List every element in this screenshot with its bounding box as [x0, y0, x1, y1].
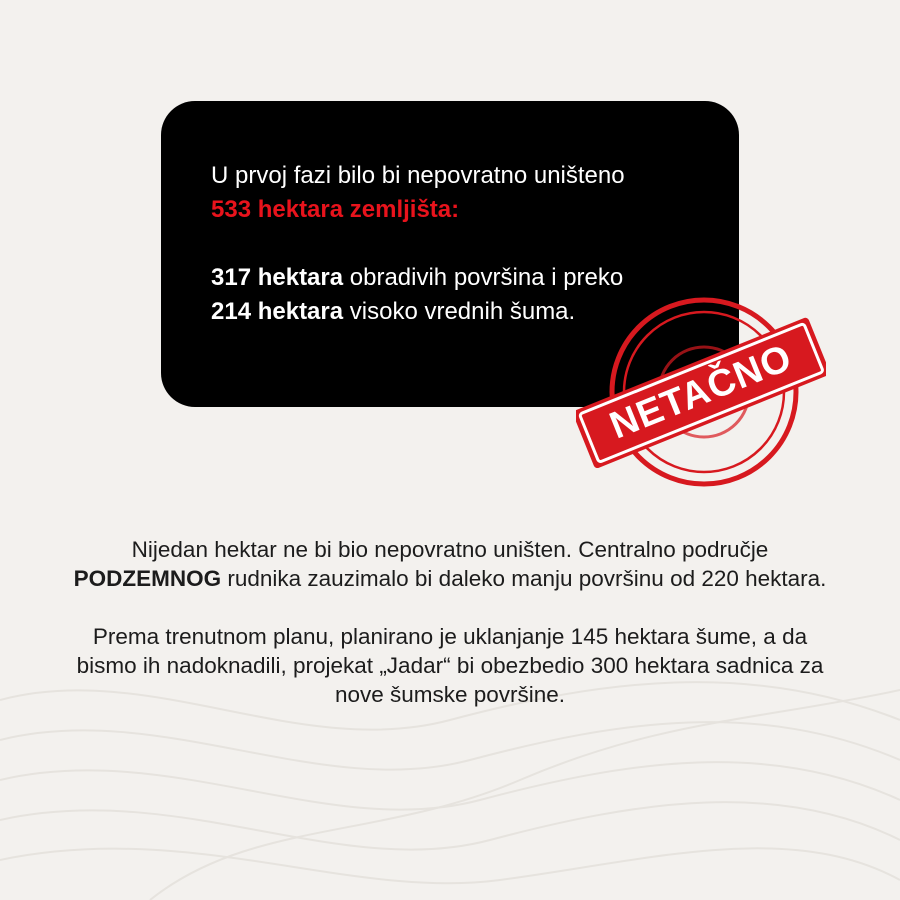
response-paragraph-2: Prema trenutnom planu, planirano je uklanjanje 145 hektara šume, a da bismo ih nadoknadili, projekat „Jadar“ bi obezbedio 300 hektara sadnica za nove šumske površine. — [76, 624, 824, 707]
claim-spacer — [211, 227, 721, 261]
stamp-label: NETAČNO — [603, 336, 798, 447]
claim-line-3-rest: obradivih površina i preko — [343, 264, 624, 291]
response-text — [60, 535, 840, 709]
response-p1-bold: PODZEMNOG — [73, 566, 222, 591]
response-p1-part2: rudnika zauzimalo bi daleko manju površinu od 220 hektara. — [221, 566, 827, 591]
netacno-stamp — [576, 292, 826, 492]
claim-line-3-bold: 317 hektara — [211, 264, 344, 291]
claim-line-3 — [211, 261, 721, 295]
claim-line-2-highlight: 533 hektara zemljišta: — [211, 196, 460, 223]
claim-line-4-rest: visoko vrednih šuma. — [343, 298, 576, 325]
response-paragraph-1 — [60, 535, 840, 593]
claim-line-4-bold: 214 hektara — [211, 298, 344, 325]
claim-line-1: U prvoj fazi bilo bi nepovratno uništeno — [211, 162, 625, 189]
stamp-graphic — [576, 292, 826, 492]
response-p1-part1: Nijedan hektar ne bi bio nepovratno uništen. Centralno područje — [131, 537, 769, 562]
